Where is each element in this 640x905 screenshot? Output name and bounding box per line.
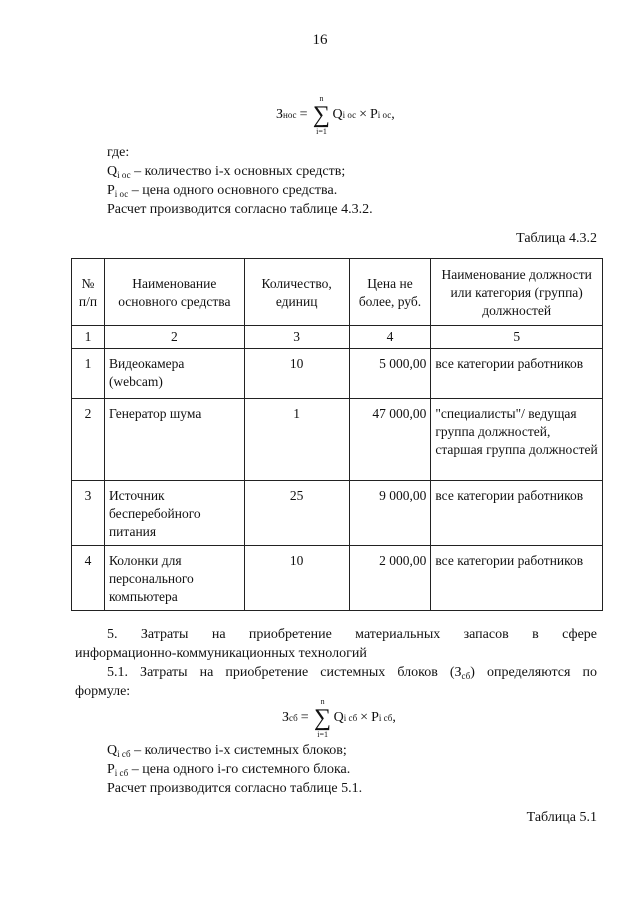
table-caption-5-1: Таблица 5.1 — [526, 810, 597, 825]
calc-note-2: Расчет производится согласно таблице 5.1. — [107, 781, 363, 796]
table-row: 3 Источник бесперебойного питания 25 9 000,00 все категории работников — [72, 481, 603, 546]
section-5-1-text-cont: формуле: — [75, 684, 131, 699]
header-qty: Количество, единиц — [244, 259, 349, 326]
table-header-row — [72, 259, 603, 326]
equipment-table — [71, 258, 603, 611]
formula-sb: З сб = n ∑ i=1 Q i сб × P i сб , — [282, 697, 396, 739]
table-row: 4 Колонки для персонального компьютера 10 2 000,00 все категории работников — [72, 546, 603, 611]
sum-symbol: n ∑ i=1 — [314, 697, 332, 739]
header-name: Наименование основного средства — [104, 259, 244, 326]
page-number: 16 — [312, 32, 328, 48]
definition-p-os: $P_{i ос}$ – цена одного основного средства. — [107, 183, 338, 199]
table-row: 2 Генератор шума 1 47 000,00 "специалисты"/ ведущая группа должностей, старшая группа должностей — [72, 399, 603, 481]
definition-q-os: $Q_{i ос}$ – количество i-х основных средств; — [107, 164, 346, 180]
formula-lhs: З — [276, 107, 284, 122]
section-5-heading-cont: информационно-коммуникационных технологий — [75, 646, 367, 661]
sum-symbol: n ∑ i=1 — [312, 94, 331, 136]
formula-nos: З нос = n ∑ i=1 Q i ос × P i ос , — [276, 94, 395, 136]
table-caption-4-3-2: Таблица 4.3.2 — [516, 231, 597, 246]
table-row: 1 Видеокамера (webcam) 10 5 000,00 все категории работников — [72, 349, 603, 399]
where-label: где: — [107, 145, 130, 160]
section-5-1-text: 5.1. Затраты на приобретение системных блоков $(З_{сб})$ определяются по — [107, 665, 597, 681]
formula-lhs-sub: нос — [283, 110, 297, 120]
section-5-heading: 5. Затраты на приобретение материальных запасов в сфере — [107, 627, 597, 642]
definition-q-sb: $Q_{i сб}$ – количество i-х системных блоков; — [107, 743, 347, 759]
header-category: Наименование должности или категория (группа) должностей — [431, 259, 603, 326]
calc-note-1: Расчет производится согласно таблице 4.3.2. — [107, 202, 373, 217]
header-num: № п/п — [72, 259, 105, 326]
definition-p-sb: $P_{i сб}$ – цена одного i-го системного блока. — [107, 762, 351, 778]
header-price: Цена не более, руб. — [349, 259, 431, 326]
table-column-numbers: 1 2 3 4 5 — [72, 326, 603, 349]
